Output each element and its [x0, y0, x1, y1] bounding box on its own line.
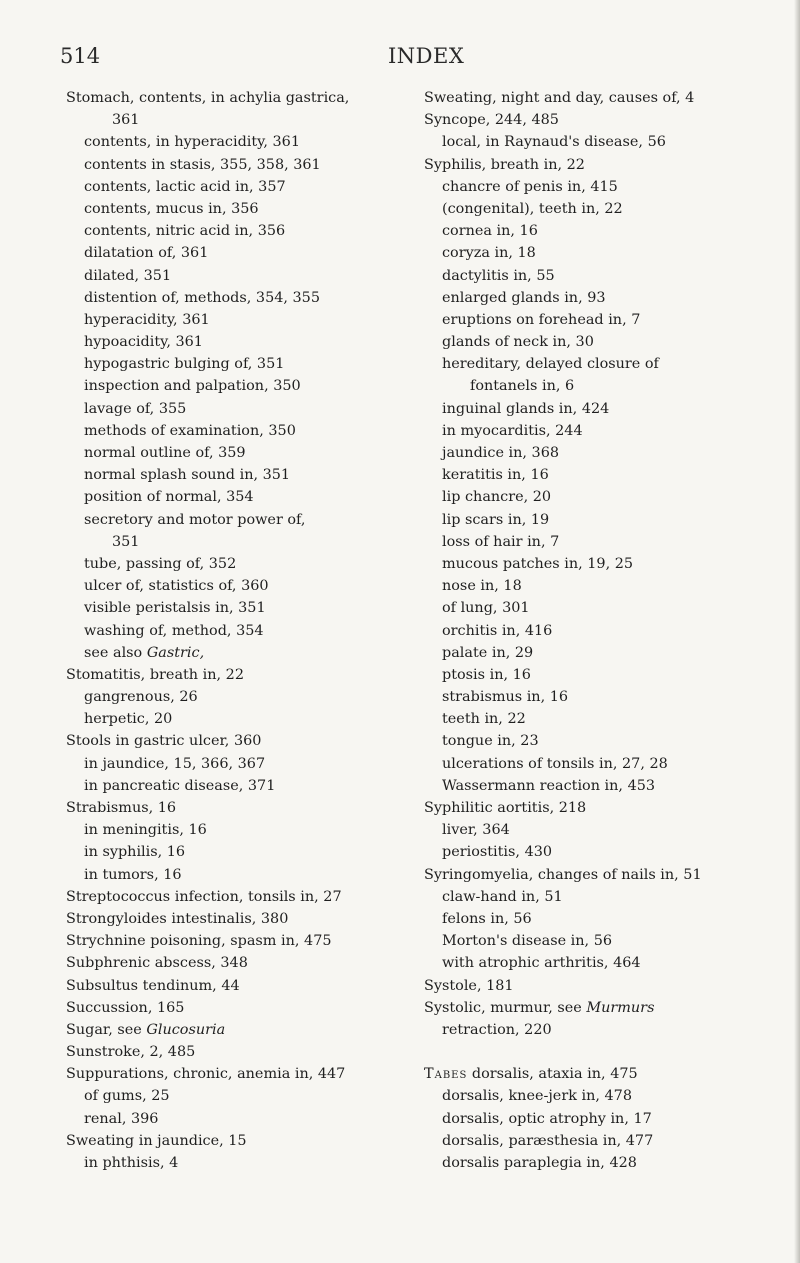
index-subentry [424, 420, 774, 442]
entry-text: lip chancre, 20 [442, 489, 552, 506]
entry-text: Subphrenic abscess, 348 [66, 955, 248, 972]
index-subentry [424, 353, 774, 375]
index-subentry [424, 265, 774, 287]
entry-gap [424, 1041, 774, 1063]
index-subentry [66, 242, 416, 264]
entry-text: Syphilitic aortitis, 218 [424, 800, 587, 816]
entry-text: Sunstroke, 2, 485 [66, 1044, 196, 1061]
index-entry [66, 664, 416, 686]
index-subentry [424, 198, 774, 220]
entry-text: nose in, 18 [442, 578, 522, 595]
entry-text: hypogastric bulging of, 351 [84, 356, 285, 373]
index-subentry [424, 664, 774, 686]
entry-text: liver, 364 [442, 822, 510, 839]
index-subentry [424, 331, 774, 353]
index-subentry [66, 686, 416, 708]
index-subentry [66, 287, 416, 309]
entry-text: ulcer of, statistics of, 360 [84, 578, 269, 595]
index-subentry [66, 531, 416, 553]
entry-text: herpetic, 20 [84, 711, 173, 728]
index-subentry [66, 864, 416, 886]
index-subentry [66, 1152, 416, 1174]
entry-text: Syphilis, breath in, 22 [424, 156, 585, 173]
index-entry [66, 87, 416, 109]
entry-text: ulcerations of tonsils in, 27, 28 [442, 755, 668, 772]
index-column-right [424, 87, 774, 1174]
entry-text: washing of, method, 354 [84, 622, 264, 639]
index-subentry [66, 220, 416, 242]
entry-text: 361 [112, 112, 140, 129]
entry-text: Morton's disease in, 56 [442, 933, 613, 950]
index-entry [424, 997, 774, 1019]
index-entry [66, 908, 416, 930]
entry-text: methods of examination, 350 [84, 422, 296, 439]
entry-text: lavage of, 355 [84, 400, 187, 417]
index-subentry [424, 730, 774, 752]
index-subentry [424, 1152, 774, 1174]
entry-text: Strabismus, 16 [66, 800, 177, 816]
entry-text: Systole, 181 [424, 977, 514, 994]
entry-text: periostitis, 430 [442, 844, 553, 861]
index-subentry [424, 287, 774, 309]
index-entry [66, 1041, 416, 1063]
index-subentry [424, 375, 774, 397]
index-subentry [424, 220, 774, 242]
entry-text: Stomach, contents, in achylia gastrica, [66, 90, 350, 106]
index-subentry [66, 109, 416, 131]
index-subentry [66, 353, 416, 375]
index-subentry [424, 509, 774, 531]
index-entry [66, 952, 416, 974]
index-subentry [424, 753, 774, 775]
index-subentry [66, 509, 416, 531]
index-subentry [424, 597, 774, 619]
entry-text: palate in, 29 [442, 644, 534, 661]
entry-text: 351 [112, 533, 140, 550]
index-entry [424, 109, 774, 131]
entry-text: contents, nitric acid in, 356 [84, 223, 286, 240]
index-subentry [66, 753, 416, 775]
index-subentry [66, 1085, 416, 1107]
entry-smallcaps: Tabes [424, 1066, 468, 1083]
entry-text: Streptococcus infection, tonsils in, 27 [66, 888, 342, 905]
entry-crossref: Murmurs [586, 999, 655, 1016]
index-subentry [66, 176, 416, 198]
index-entry [424, 864, 774, 886]
entry-text: Syncope, 244, 485 [424, 112, 559, 129]
index-subentry [424, 131, 774, 153]
index-subentry [66, 420, 416, 442]
index-subentry [424, 1130, 774, 1152]
entry-text: distention of, methods, 354, 355 [84, 289, 320, 306]
index-subentry [424, 620, 774, 642]
entry-text: Sweating, night and day, causes of, 4 [424, 90, 695, 106]
entry-text: hyperacidity, 361 [84, 311, 210, 328]
entry-text: in meningitis, 16 [84, 822, 207, 839]
index-subentry [66, 841, 416, 863]
entry-text: chancre of penis in, 415 [442, 178, 618, 195]
index-subentry [424, 775, 774, 797]
entry-text: tube, passing of, 352 [84, 555, 237, 572]
entry-text: in jaundice, 15, 366, 367 [84, 755, 266, 772]
index-subentry [66, 375, 416, 397]
page-number: 514 [60, 44, 101, 68]
entry-text: Subsultus tendinum, 44 [66, 977, 240, 994]
index-entry [66, 730, 416, 752]
entry-text: gangrenous, 26 [84, 689, 198, 706]
entry-text: secretory and motor power of, [84, 511, 306, 528]
index-subentry [66, 597, 416, 619]
index-subentry [66, 464, 416, 486]
index-entry [66, 997, 416, 1019]
entry-text: contents, lactic acid in, 357 [84, 178, 286, 195]
index-entry [424, 154, 774, 176]
index-entry [66, 1130, 416, 1152]
entry-text: of lung, 301 [442, 600, 530, 617]
index-subentry [66, 265, 416, 287]
entry-crossref: Gastric, [146, 644, 205, 661]
entry-text: eruptions on forehead in, 7 [442, 311, 641, 328]
index-subentry [66, 775, 416, 797]
entry-text: position of normal, 354 [84, 489, 254, 506]
index-subentry [424, 908, 774, 930]
index-entry [66, 886, 416, 908]
index-subentry [424, 819, 774, 841]
index-entry [424, 797, 774, 819]
index-entry [66, 975, 416, 997]
entry-text: in phthisis, 4 [84, 1155, 179, 1171]
entry-text: (congenital), teeth in, 22 [442, 200, 623, 217]
index-subentry [66, 553, 416, 575]
index-subentry [424, 708, 774, 730]
index-subentry [66, 620, 416, 642]
running-head: INDEX [388, 44, 465, 68]
entry-text: contents, in hyperacidity, 361 [84, 134, 300, 151]
entry-text: of gums, 25 [84, 1088, 170, 1105]
entry-text: Systolic, murmur, see [424, 999, 587, 1016]
entry-text: in tumors, 16 [84, 866, 182, 883]
index-entry [66, 1063, 416, 1085]
index-subentry [424, 642, 774, 664]
index-subentry [66, 154, 416, 176]
index-subentry [66, 575, 416, 597]
entry-text: loss of hair in, 7 [442, 533, 560, 550]
entry-text: lip scars in, 19 [442, 511, 550, 528]
entry-text: dorsalis paraplegia in, 428 [442, 1154, 637, 1171]
entry-text: claw-hand in, 51 [442, 888, 563, 905]
index-subentry [424, 442, 774, 464]
index-subentry [66, 819, 416, 841]
entry-text: mucous patches in, 19, 25 [442, 555, 634, 572]
index-entry [66, 930, 416, 952]
entry-text: dorsalis, paræsthesia in, 477 [442, 1132, 654, 1149]
index-subentry [424, 176, 774, 198]
entry-text: renal, 396 [84, 1110, 159, 1127]
entry-text: visible peristalsis in, 351 [84, 600, 266, 617]
index-subentry [424, 930, 774, 952]
index-subentry [66, 442, 416, 464]
index-subentry [424, 464, 774, 486]
entry-text: jaundice in, 368 [442, 445, 560, 461]
index-subentry [66, 642, 416, 664]
index-subentry [66, 131, 416, 153]
entry-text: Strychnine poisoning, spasm in, 475 [66, 933, 332, 950]
entry-text: in pancreatic disease, 371 [84, 777, 276, 794]
index-subentry [66, 309, 416, 331]
entry-text: Wassermann reaction in, 453 [442, 777, 656, 794]
index-subentry [424, 886, 774, 908]
index-subentry [424, 486, 774, 508]
entry-text: ptosis in, 16 [442, 666, 531, 683]
entry-text: in myocarditis, 244 [442, 422, 583, 439]
index-subentry [424, 1108, 774, 1130]
index-subentry [424, 841, 774, 863]
index-subentry [66, 708, 416, 730]
index-subentry [424, 531, 774, 553]
index-subentry [424, 1019, 774, 1041]
entry-text: normal outline of, 359 [84, 445, 246, 461]
index-subentry [424, 553, 774, 575]
index-subentry [424, 575, 774, 597]
index-subentry [424, 398, 774, 420]
entry-text: Syringomyelia, changes of nails in, 51 [424, 866, 702, 883]
entry-text: contents in stasis, 355, 358, 361 [84, 156, 321, 173]
entry-text: dactylitis in, 55 [442, 267, 555, 284]
entry-text: retraction, 220 [442, 1021, 552, 1038]
index-subentry [66, 398, 416, 420]
page-header [0, 44, 800, 72]
entry-text: teeth in, 22 [442, 711, 526, 728]
index-subentry [424, 1085, 774, 1107]
index-subentry [424, 952, 774, 974]
index-entry [424, 975, 774, 997]
entry-text: inspection and palpation, 350 [84, 378, 301, 395]
entry-crossref: Glucosuria [146, 1021, 226, 1038]
page-edge-shadow [794, 0, 800, 1263]
index-entry [66, 797, 416, 819]
entry-text: contents, mucus in, 356 [84, 200, 259, 217]
entry-text: Succussion, 165 [66, 999, 185, 1016]
index-subentry [424, 242, 774, 264]
entry-text: in syphilis, 16 [84, 844, 186, 861]
entry-text: felons in, 56 [442, 910, 532, 927]
entry-text: enlarged glands in, 93 [442, 289, 606, 306]
entry-text: Strongyloides intestinalis, 380 [66, 910, 289, 927]
entry-text: coryza in, 18 [442, 245, 536, 262]
entry-text: strabismus in, 16 [442, 689, 569, 706]
entry-text: Stools in gastric ulcer, 360 [66, 733, 262, 750]
entry-text: normal splash sound in, 351 [84, 467, 291, 484]
entry-text: inguinal glands in, 424 [442, 400, 610, 417]
index-subentry [424, 309, 774, 331]
entry-text: dorsalis, optic atrophy in, 17 [442, 1110, 652, 1127]
entry-text: Sugar, see [66, 1021, 147, 1038]
entry-text: local, in Raynaud's disease, 56 [442, 134, 666, 151]
entry-text: Sweating in jaundice, 15 [66, 1132, 247, 1149]
entry-text: Stomatitis, breath in, 22 [66, 666, 244, 683]
index-entry [66, 1019, 416, 1041]
index-subentry [66, 331, 416, 353]
entry-text: cornea in, 16 [442, 223, 538, 240]
index-subentry [66, 198, 416, 220]
entry-text: dilated, 351 [84, 267, 172, 284]
index-entry [424, 1063, 774, 1085]
entry-text: see also [84, 644, 147, 661]
entry-text: fontanels in, 6 [470, 378, 575, 395]
entry-text: hereditary, delayed closure of [442, 356, 659, 373]
index-subentry [424, 686, 774, 708]
entry-text: hypoacidity, 361 [84, 334, 203, 351]
entry-text: dorsalis, ataxia in, 475 [467, 1066, 638, 1083]
index-subentry [66, 1108, 416, 1130]
entry-text: tongue in, 23 [442, 733, 539, 750]
entry-text: dilatation of, 361 [84, 245, 209, 262]
entry-text: Suppurations, chronic, anemia in, 447 [66, 1066, 346, 1083]
index-column-left [66, 87, 416, 1174]
entry-text: glands of neck in, 30 [442, 334, 594, 351]
entry-text: keratitis in, 16 [442, 467, 549, 484]
entry-text: orchitis in, 416 [442, 622, 553, 639]
entry-text: dorsalis, knee-jerk in, 478 [442, 1088, 632, 1105]
entry-text: with atrophic arthritis, 464 [442, 955, 641, 972]
index-subentry [66, 486, 416, 508]
index-entry [424, 87, 774, 109]
